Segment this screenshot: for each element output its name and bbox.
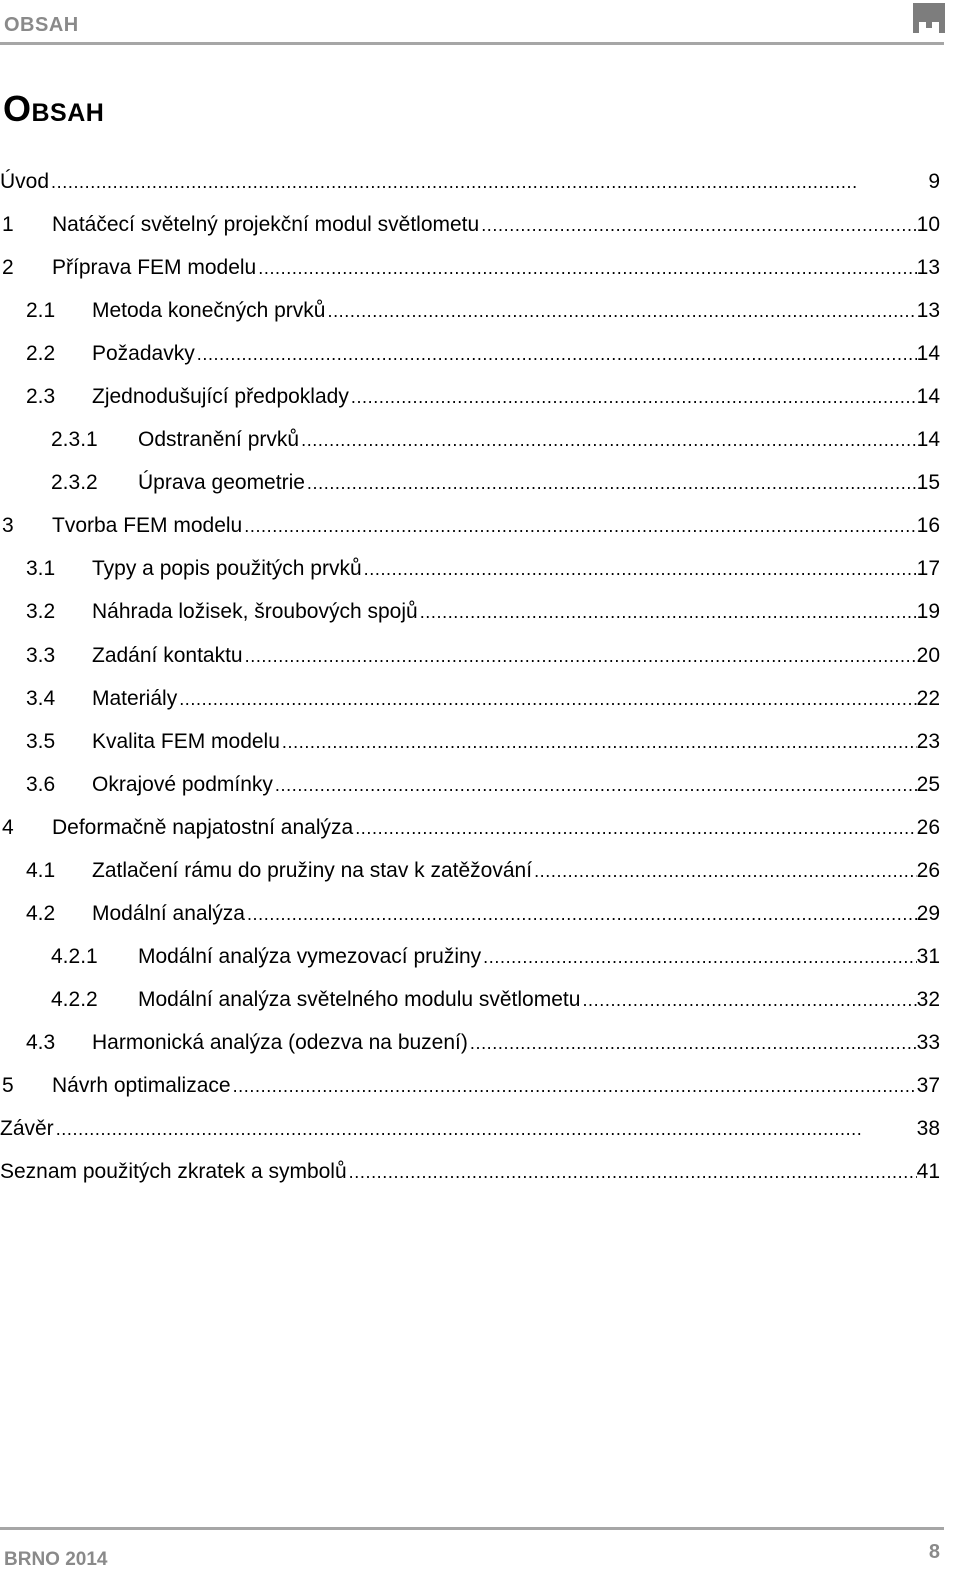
toc-entry-title: Úvod — [0, 170, 50, 193]
toc-dot-leader — [280, 720, 917, 764]
toc-entry-page: 26 — [916, 815, 940, 839]
toc-entry-page: 38 — [916, 1117, 940, 1141]
toc-entry-title: Zatlačení rámu do pružiny na stav k zatěžování — [92, 858, 533, 882]
toc-entry-title: Metoda konečných prvků — [92, 299, 326, 323]
toc-entry-page: 25 — [916, 772, 940, 796]
toc-dot-leader — [256, 246, 916, 290]
toc-entry-number: 4 — [2, 815, 14, 839]
toc-entry-title: Požadavky — [92, 342, 195, 366]
toc-entry-page: 10 — [916, 213, 940, 237]
footer-divider — [0, 1527, 944, 1530]
toc-entry-number: 2.1 — [26, 299, 56, 323]
toc-entry-number: 3.2 — [26, 600, 56, 624]
toc-dot-leader — [49, 160, 928, 204]
toc-entry-number: 2.3.1 — [51, 428, 98, 452]
toc-entry-number: 3.5 — [26, 729, 56, 753]
toc-dot-leader — [349, 375, 917, 419]
toc-entry[interactable] — [0, 720, 940, 763]
toc-entry-page: 19 — [916, 600, 940, 624]
toc-entry-page: 37 — [916, 1073, 940, 1097]
toc-entry[interactable] — [0, 892, 940, 935]
toc-entry-title: Okrajové podmínky — [92, 772, 273, 796]
toc-entry-title: Harmonická analýza (odezva na buzení) — [92, 1030, 468, 1054]
toc-entry-title: Tvorba FEM modelu — [52, 514, 243, 538]
toc-dot-leader — [242, 504, 916, 548]
toc-entry-title: Kvalita FEM modelu — [92, 729, 280, 753]
toc-entry-number: 3.4 — [26, 686, 56, 710]
toc-entry[interactable] — [0, 504, 940, 547]
toc-entry-number: 1 — [2, 213, 14, 237]
toc-entry-page: 26 — [916, 858, 940, 882]
toc-entry-page: 14 — [916, 342, 940, 366]
toc-entry[interactable] — [0, 1021, 940, 1064]
footer-location-year: BRNO 2014 — [4, 1549, 108, 1570]
toc-dot-leader — [362, 547, 917, 591]
toc-entry-page: 13 — [916, 256, 940, 280]
toc-dot-leader — [231, 1064, 917, 1108]
toc-dot-leader — [273, 763, 917, 807]
toc-dot-leader — [353, 806, 916, 850]
toc-entry[interactable] — [0, 375, 940, 418]
toc-entry-title: Typy a popis použitých prvků — [92, 557, 362, 581]
toc-entry[interactable] — [0, 332, 940, 375]
toc-entry-title: Modální analýza — [92, 901, 245, 925]
toc-entry[interactable] — [0, 1150, 940, 1193]
toc-entry[interactable] — [0, 677, 940, 720]
toc-entry[interactable] — [0, 978, 940, 1021]
toc-dot-leader — [468, 1021, 917, 1065]
toc-dot-leader — [532, 849, 917, 893]
toc-dot-leader — [418, 590, 917, 634]
toc-entry-page: 20 — [916, 643, 940, 667]
header-divider — [0, 42, 944, 45]
toc-entry-number: 2 — [2, 256, 14, 280]
toc-entry[interactable] — [0, 1064, 940, 1107]
toc-entry-number: 2.3.2 — [51, 471, 98, 495]
toc-entry-title: Zadání kontaktu — [92, 643, 243, 667]
toc-entry-title: Deformačně napjatostní analýza — [52, 815, 354, 839]
toc-entry-page: 17 — [916, 557, 940, 581]
toc-entry[interactable] — [0, 849, 940, 892]
toc-entry-number: 4.3 — [26, 1030, 56, 1054]
toc-entry-number: 5 — [2, 1073, 14, 1097]
toc-entry-title: Seznam použitých zkratek a symbolů — [0, 1160, 347, 1184]
toc-entry-page: 15 — [916, 471, 940, 495]
toc-entry-title: Odstranění prvků — [138, 428, 300, 452]
toc-entry[interactable] — [0, 246, 940, 289]
toc-entry-number: 2.2 — [26, 342, 56, 366]
toc-entry-number: 3.3 — [26, 643, 56, 667]
toc-entry-number: 3.1 — [26, 557, 56, 581]
toc-dot-leader — [195, 332, 917, 376]
toc-entry-title: Náhrada ložisek, šroubových spojů — [92, 600, 418, 624]
table-of-contents — [0, 160, 940, 1193]
university-logo-icon — [912, 2, 946, 34]
page-title: Obsah — [3, 88, 105, 129]
toc-entry-number: 4.2 — [26, 901, 56, 925]
toc-entry[interactable] — [0, 634, 940, 677]
toc-entry[interactable] — [0, 763, 940, 806]
toc-dot-leader — [243, 634, 917, 678]
toc-entry-page: 16 — [916, 514, 940, 538]
toc-entry-title: Zjednodušující předpoklady — [92, 385, 349, 409]
toc-entry[interactable] — [0, 418, 940, 461]
toc-dot-leader — [54, 1107, 917, 1151]
toc-entry-page: 9 — [928, 170, 940, 193]
toc-entry-page: 29 — [916, 901, 940, 925]
toc-entry-page: 33 — [916, 1030, 940, 1054]
toc-entry-title: Závěr — [0, 1117, 54, 1141]
toc-entry-number: 3.6 — [26, 772, 56, 796]
toc-entry-title: Úprava geometrie — [138, 471, 305, 495]
toc-entry-page: 22 — [916, 686, 940, 710]
toc-dot-leader — [305, 461, 917, 505]
toc-entry-page: 14 — [916, 428, 940, 452]
toc-entry[interactable] — [0, 203, 940, 246]
toc-entry-page: 23 — [916, 729, 940, 753]
toc-dot-leader — [580, 978, 916, 1022]
toc-entry-title: Modální analýza vymezovací pružiny — [138, 944, 482, 968]
toc-entry[interactable] — [0, 160, 940, 203]
toc-entry-page: 32 — [916, 987, 940, 1011]
toc-entry-title: Příprava FEM modelu — [52, 256, 257, 280]
toc-entry-page: 13 — [916, 299, 940, 323]
toc-entry-page: 31 — [916, 944, 940, 968]
footer-page-number: 8 — [928, 1541, 940, 1563]
toc-entry-title: Materiály — [92, 686, 178, 710]
toc-entry[interactable] — [0, 547, 940, 590]
toc-entry[interactable] — [0, 289, 940, 332]
toc-entry-page: 41 — [916, 1160, 940, 1184]
toc-entry-number: 4.2.1 — [51, 944, 98, 968]
running-header: OBSAH — [4, 14, 79, 36]
toc-dot-leader — [177, 677, 916, 721]
toc-entry-number: 2.3 — [26, 385, 56, 409]
toc-entry-number: 4.2.2 — [51, 987, 98, 1011]
toc-entry[interactable] — [0, 935, 940, 978]
toc-entry-title: Modální analýza světelného modulu světlometu — [138, 987, 581, 1011]
toc-dot-leader — [325, 289, 916, 333]
toc-dot-leader — [479, 203, 916, 247]
toc-entry-number: 4.1 — [26, 858, 56, 882]
toc-entry-title: Natáčecí světelný projekční modul světlometu — [52, 213, 480, 237]
toc-entry[interactable] — [0, 590, 940, 633]
toc-entry-page: 14 — [916, 385, 940, 409]
toc-dot-leader — [245, 892, 917, 936]
toc-entry[interactable] — [0, 461, 940, 504]
toc-dot-leader — [299, 418, 917, 462]
toc-dot-leader — [347, 1150, 917, 1194]
toc-dot-leader — [481, 935, 916, 979]
toc-entry-title: Návrh optimalizace — [52, 1073, 231, 1097]
toc-entry-number: 3 — [2, 514, 14, 538]
toc-entry[interactable] — [0, 1107, 940, 1150]
toc-entry[interactable] — [0, 806, 940, 849]
